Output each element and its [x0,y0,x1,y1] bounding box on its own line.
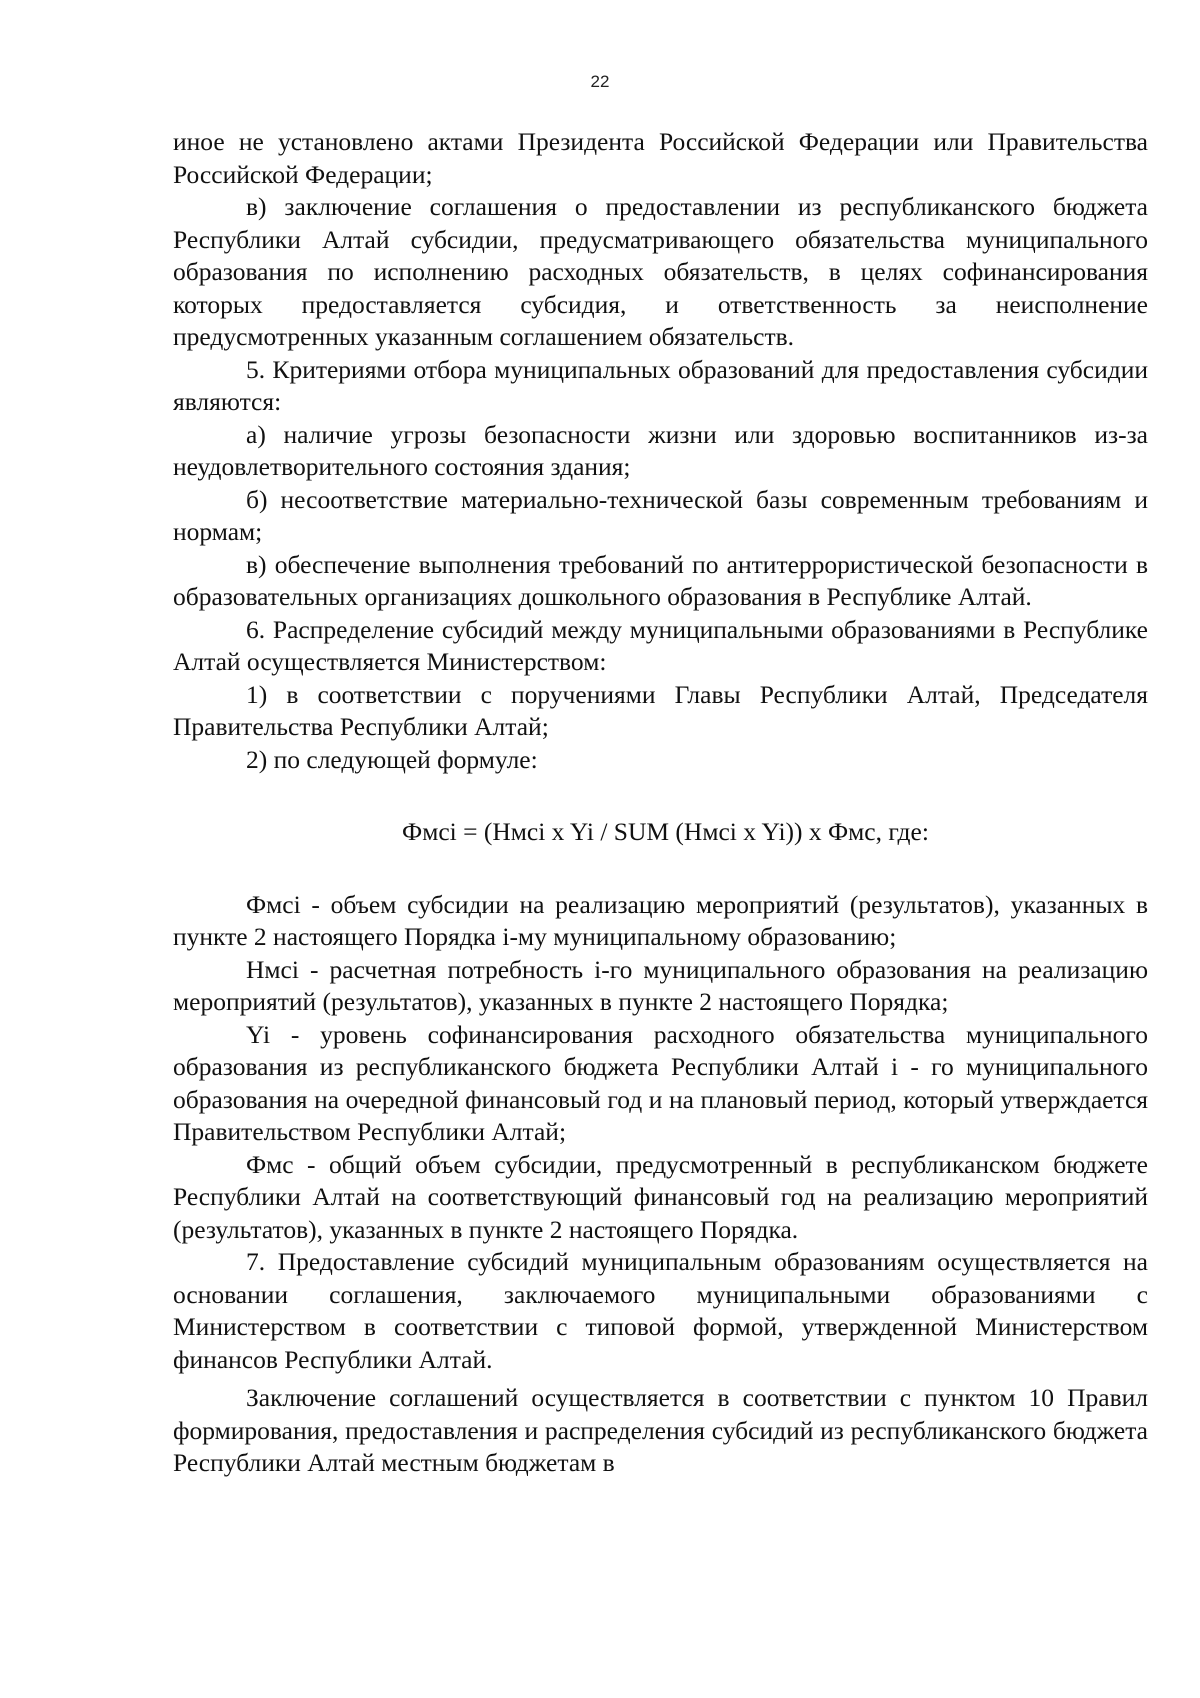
paragraph-section-5: 5. Критериями отбора муниципальных образований для предоставления субсидии являются: [173,354,1148,416]
distribution-formula: Фмсi = (Нмсi x Yi / SUM (Нмсi x Yi)) x Фмс, где: [402,817,929,846]
paragraph-agreement-conclusion: Заключение соглашений осуществляется в соответствии с пунктом 10 Правил формирования, предоставления и распределения субсидий из республиканского бюджета Республики Алтай местным бюджетам в [173,1383,1148,1477]
paragraph-distribution-1: 1) в соответствии с поручениями Главы Республики Алтай, Председателя Правительства Республики Алтай; [173,679,1148,741]
definition-yi: Yi - уровень софинансирования расходного обязательства муниципального образования из республиканского бюджета Республики Алтай i - го муниципального образования на очередной финансовый год и на плановый период, который утверждается Правительством Республики Алтай; [173,1019,1148,1146]
paragraph-criterion-b: б) несоответствие материально-технической базы современным требованиям и нормам; [173,484,1148,546]
definition-nmsi: Нмсi - расчетная потребность i-го муниципального образования на реализацию мероприятий (результатов), указанных в пункте 2 настоящего Порядка; [173,954,1148,1016]
paragraph-section-7: 7. Предоставление субсидий муниципальным образованиям осуществляется на основании соглашения, заключаемого муниципальными образованиями с Министерством в соответствии с типовой формой, утвержденной Министерством финансов Республики Алтай. [173,1247,1148,1374]
document-body [173,126,1148,1480]
paragraph-criterion-v: в) обеспечение выполнения требований по антитеррористической безопасности в образовательных организациях дошкольного образования в Республике Алтай. [173,549,1148,611]
paragraph-section-6: 6. Распределение субсидий между муниципальными образованиями в Республике Алтай осуществляется Министерством: [173,614,1148,676]
paragraph-item-v-agreement: в) заключение соглашения о предоставлении из республиканского бюджета Республики Алтай субсидии, предусматривающего обязательства муниципального образования по исполнению расходных обязательств, в целях софинансирования которых предоставляется субсидия, и ответственность за неисполнение предусмотренных указанным соглашением обязательств. [173,192,1148,351]
page-number: 22 [590,72,610,91]
paragraph-criterion-a: а) наличие угрозы безопасности жизни или здоровью воспитанников из-за неудовлетворительного состояния здания; [173,419,1148,481]
paragraph-continuation: иное не установлено актами Президента Российской Федерации или Правительства Российской Федерации; [173,127,1148,189]
definition-fmsi: Фмсi - объем субсидии на реализацию мероприятий (результатов), указанных в пункте 2 настоящего Порядка i-му муниципальному образованию; [173,889,1148,951]
paragraph-distribution-2: 2) по следующей формуле: [246,744,538,774]
definition-fms: Фмс - общий объем субсидии, предусмотренный в республиканском бюджете Республики Алтай на соответствующий финансовый год на реализацию мероприятий (результатов), указанных в пункте 2 настоящего Порядка. [173,1149,1148,1244]
